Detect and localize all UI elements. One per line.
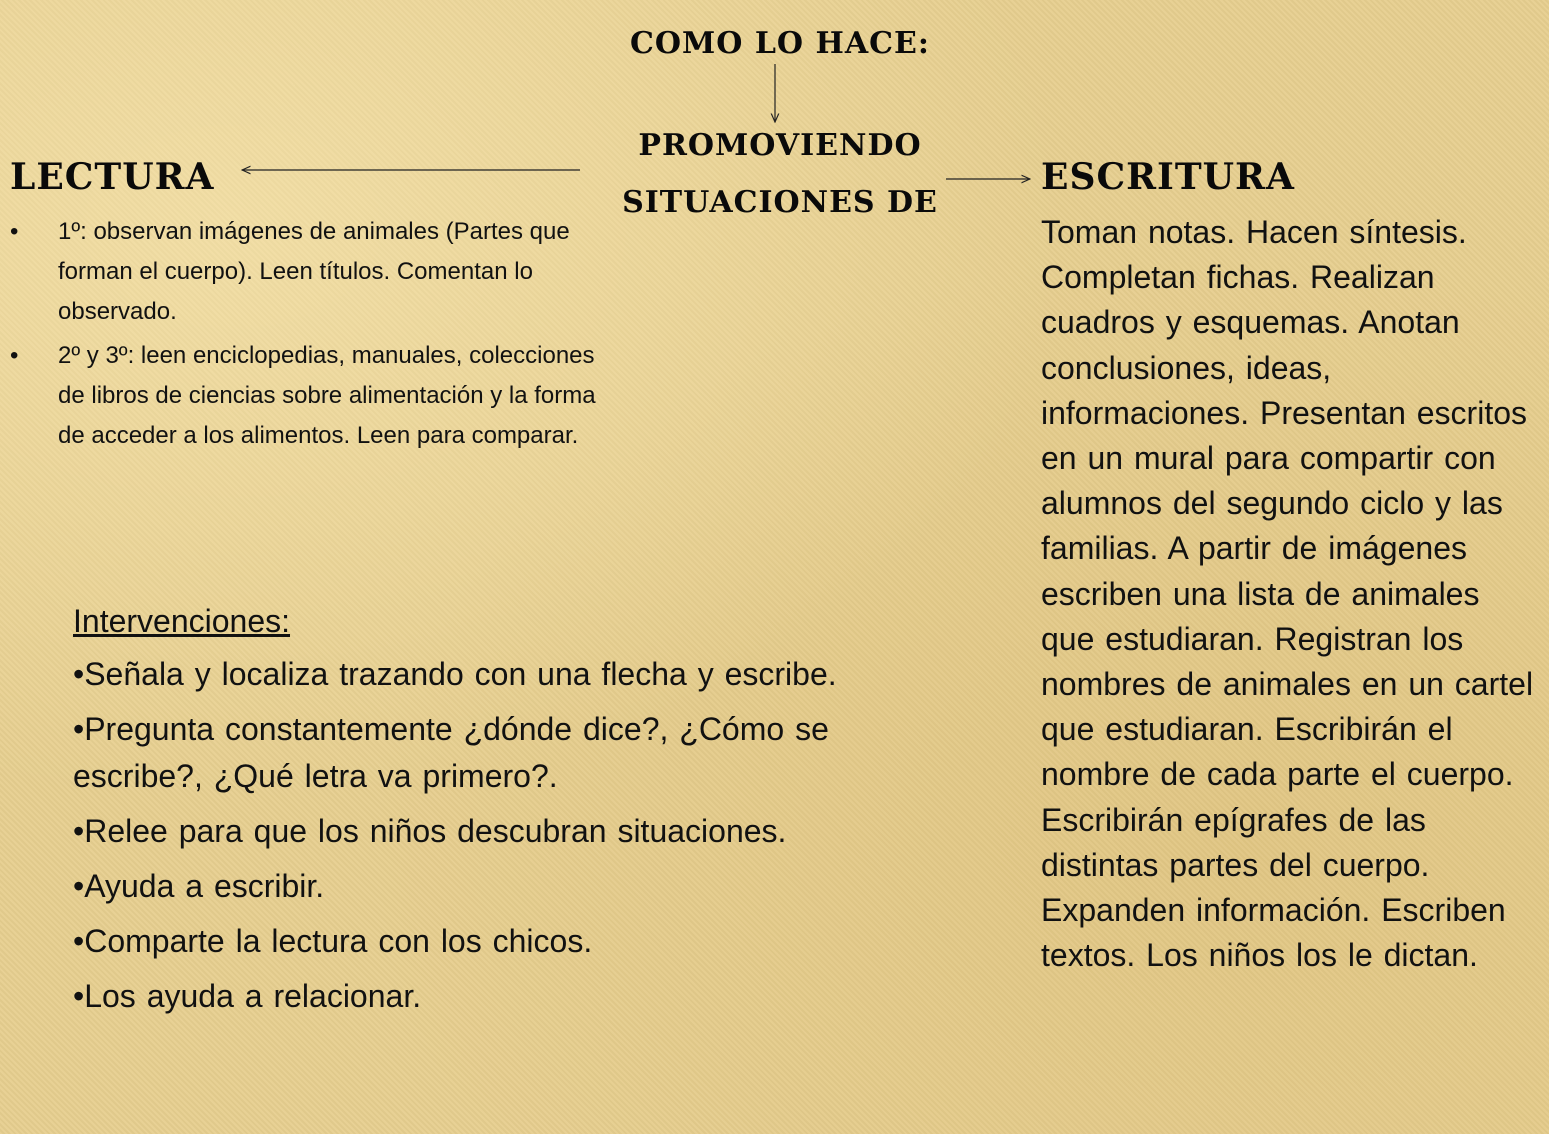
intervencion-item: •Los ayuda a relacionar.	[73, 978, 422, 1014]
center-node-line2: SITUACIONES DE	[622, 185, 938, 220]
bullet-icon: •	[10, 342, 19, 369]
top-title: COMO LO HACE:	[630, 26, 930, 61]
intervenciones-block	[73, 598, 913, 1028]
lectura-bullet-text: 2º y 3º: leen enciclopedias, manuales, colecciones de libros de ciencias sobre alimentación y la forma de acceder a los alimentos. Leen para comparar.	[58, 342, 596, 449]
lectura-title: LECTURA	[10, 156, 215, 198]
escritura-body: Toman notas. Hacen síntesis. Completan fichas. Realizan cuadros y esquemas. Anotan conclusiones, ideas, informaciones. Presentan escritos en un mural para compartir con alumnos del segundo ciclo y las familias. A partir de imágenes escriben una lista de animales que estudiaran. Registran los nombres de animales en un cartel que estudiaran. Escribirán el nombre de cada parte el cuerpo. Escribirán epígrafes de las distintas partes del cuerpo. Expanden información. Escriben textos. Los niños los le dictan.	[1041, 214, 1534, 974]
escritura-title: ESCRITURA	[1041, 156, 1295, 198]
intervencion-item: •Relee para que los niños descubran situaciones.	[73, 813, 787, 849]
center-node-line1: PROMOVIENDO	[638, 128, 922, 163]
intervenciones-title: Intervenciones:	[73, 603, 291, 639]
lectura-bullet-item	[10, 336, 615, 456]
intervencion-item: •Pregunta constantemente ¿dónde dice?, ¿Cómo se escribe?, ¿Qué letra va primero?.	[73, 711, 829, 794]
lectura-bullet-item	[10, 212, 615, 332]
intervencion-item: •Ayuda a escribir.	[73, 868, 325, 904]
bullet-icon: •	[10, 218, 19, 245]
lectura-list	[10, 212, 615, 460]
lectura-bullet-text: 1º: observan imágenes de animales (Partes que forman el cuerpo). Leen títulos. Comentan lo observado.	[58, 218, 570, 325]
intervencion-item: •Comparte la lectura con los chicos.	[73, 923, 593, 959]
intervencion-item: •Señala y localiza trazando con una flecha y escribe.	[73, 656, 837, 692]
